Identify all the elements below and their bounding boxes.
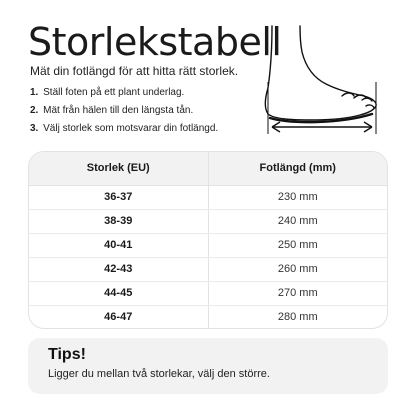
table-row: [29, 209, 387, 233]
column-header-foot-length: Fotlängd (mm): [208, 152, 387, 185]
size-table: [29, 152, 387, 329]
column-header-size: Storlek (EU): [29, 152, 208, 185]
step-number: 3.: [30, 123, 39, 134]
length-cell: 240 mm: [208, 209, 387, 233]
size-cell: 40-41: [29, 233, 208, 257]
length-cell: 280 mm: [277, 311, 318, 324]
table-row: [29, 281, 387, 305]
tips-title: Tips!: [48, 346, 86, 363]
length-cell: 230 mm: [208, 185, 387, 209]
table-header-row: [29, 152, 387, 185]
tips-box: [28, 338, 388, 394]
table-row: [29, 305, 387, 329]
table-row: [29, 185, 387, 209]
step-text: Ställ foten på ett plant underlag.: [43, 87, 185, 98]
size-cell: 44-45: [29, 281, 208, 305]
size-cell: 42-43: [29, 257, 208, 281]
step-item: [30, 122, 218, 140]
step-item: [30, 104, 218, 122]
length-cell: 260 mm: [208, 257, 387, 281]
step-number: 1.: [30, 87, 39, 98]
instruction-steps: [30, 86, 218, 140]
step-text: Mät från hälen till den längsta tån.: [43, 105, 194, 116]
page-title: Storlekstabell: [28, 20, 282, 64]
table-row: [29, 233, 387, 257]
tips-text: Ligger du mellan två storlekar, välj den större.: [48, 368, 270, 380]
step-number: 2.: [30, 105, 39, 116]
step-text: Välj storlek som motsvarar din fotlängd.: [43, 123, 219, 134]
length-cell: 250 mm: [208, 233, 387, 257]
foot-measure-icon: [250, 22, 400, 140]
table-row: [29, 257, 387, 281]
length-cell: 270 mm: [208, 281, 387, 305]
size-cell: 38-39: [29, 209, 208, 233]
size-table-card: [28, 151, 388, 329]
size-cell: 46-47: [29, 305, 208, 329]
step-item: [30, 86, 218, 104]
page-subtitle: Mät din fotlängd för att hitta rätt storlek.: [30, 64, 239, 78]
size-cell: 36-37: [29, 185, 208, 209]
